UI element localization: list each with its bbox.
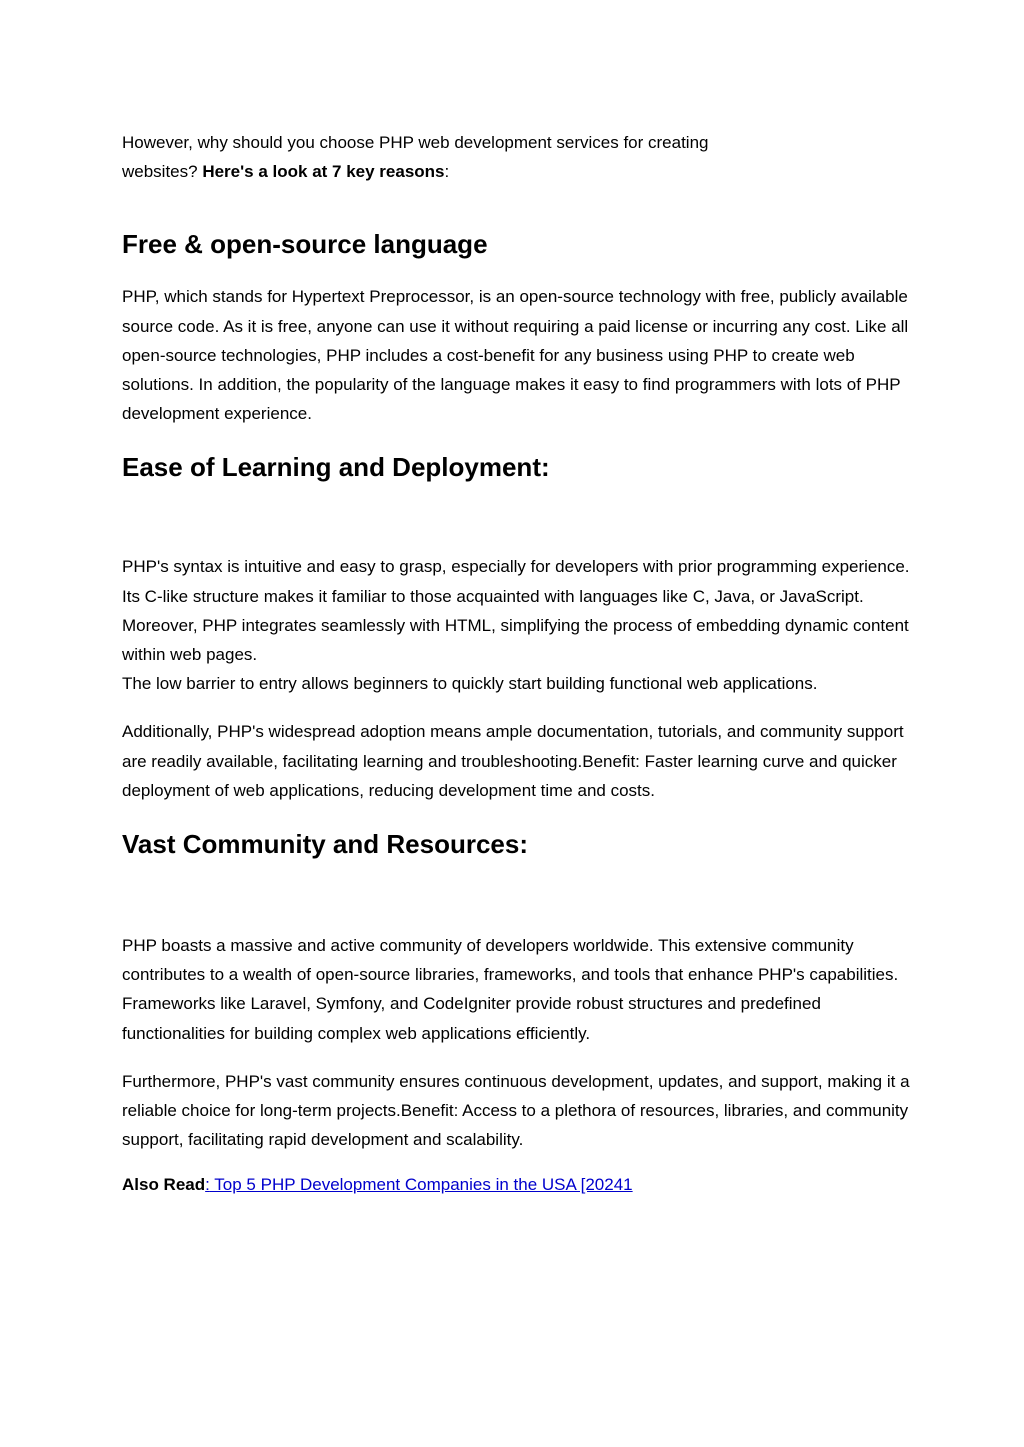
paragraph-vast-community: PHP boasts a massive and active community of developers worldwide. This extensive community contributes to a wealth of open-source libraries, frameworks, and tools that enhance PHP's capabilities. Frameworks like Laravel, Symfony, and CodeIgniter provide robust structures and predefined functionalities for building complex web applications efficiently. <box>122 936 899 1043</box>
intro-line-1: However, why should you choose PHP web development services for creating <box>122 133 709 152</box>
paragraph-ease-adoption: Additionally, PHP's widespread adoption means ample documentation, tutorials, and community support are readily available, facilitating learning and troubleshooting.Benefit: Faster learning curve and quicker deployment of web applications, reducing development time and costs. <box>122 722 904 800</box>
intro-line-2-plain: websites? <box>122 162 203 182</box>
paragraph-free-open-source: PHP, which stands for Hypertext Preprocessor, is an open-source technology with free, publicly available source code. As it is free, anyone can use it without requiring a paid license or incurring any cost. Like all open-source technologies, PHP includes a cost-benefit for any business using PHP to create web solutions. In addition, the popularity of the language makes it easy to find programmers with lots of PHP development experience. <box>122 287 909 424</box>
also-read-link-text[interactable]: Top 5 PHP Development Companies in the USA [20241 <box>209 1175 633 1195</box>
heading-vast-community: Vast Community and Resources: <box>122 829 528 860</box>
paragraph-vast-furthermore: Furthermore, PHP's vast community ensures continuous development, updates, and support, making it a reliable choice for long-term projects.Benefit: Access to a plethora of resources, libraries, and community support, facilitating rapid development and scalability. <box>122 1071 910 1150</box>
also-read-label: Also Read <box>122 1175 206 1195</box>
intro-bold-text: Here's a look at 7 key reasons <box>202 162 445 182</box>
paragraph-ease-syntax <box>122 552 912 698</box>
paragraph-ease-barrier-text: The low barrier to entry allows beginners to quickly start building functional web applications. <box>122 674 818 694</box>
heading-ease-of-learning: Ease of Learning and Deployment: <box>122 452 550 483</box>
also-read-separator: : <box>205 1175 210 1195</box>
also-read-line <box>122 1170 912 1199</box>
paragraph-ease-syntax-text: PHP's syntax is intuitive and easy to grasp, especially for developers with prior programming experience. Its C-like structure makes it familiar to those acquainted with languages like C, Java, or JavaScript. Moreover, PHP integrates seamlessly with HTML, simplifying the process of embedding dynamic content within web pages. <box>122 557 910 665</box>
intro-paragraph <box>122 128 912 186</box>
document-page <box>122 128 912 1200</box>
also-read-link[interactable] <box>205 1175 632 1194</box>
intro-colon: : <box>444 162 450 182</box>
heading-free-open-source: Free & open-source language <box>122 229 488 260</box>
